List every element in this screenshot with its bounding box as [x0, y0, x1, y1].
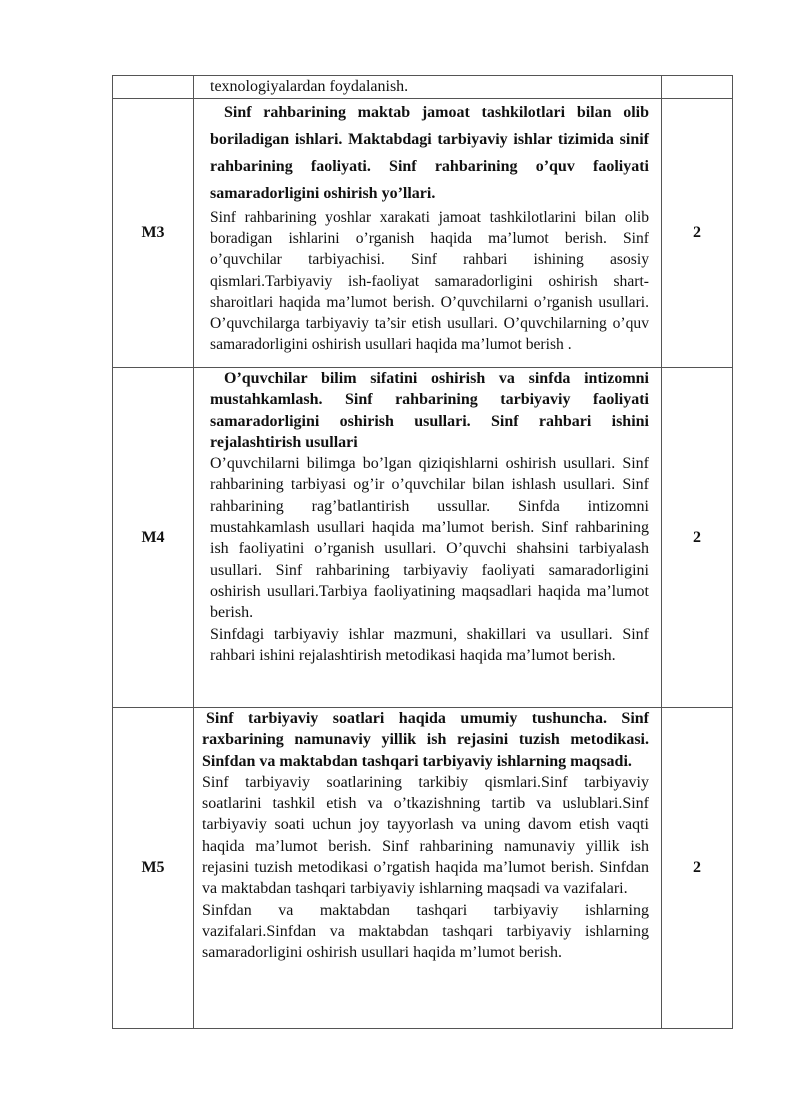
description-cell [194, 76, 662, 99]
description-cell [194, 99, 662, 368]
module-code-cell: M4 [113, 368, 194, 708]
curriculum-table [112, 75, 733, 1029]
hours-cell [662, 76, 733, 99]
topic-heading: O’quvchilar bilim sifatini oshirish va sinfda intizomni mustahkamlash. Sinf rahbarining tarbiyaviy faoliyati samaradorligini oshirish usullari. Sinf rahbari ishini rejalashtirish usullari [210, 370, 649, 451]
module-code-cell: M5 [113, 708, 194, 1029]
description-paragraph: O’quvchilarni bilimga bo’lgan qiziqishlarni oshirish usullari. Sinf rahbarining tarbiyasi og’ir o’quvchilar bilan ishlash usullari. Sinf rahbarining rag’batlantirish ussullar. Sinfda intizomni mustahkamlash usullari haqida ma’lumot berish. Sinf rahbarining ish faoliyatini o’rganish usullari. O’quvchi shahsini tarbiyalash usullari. Sinf rahbarining tarbiyaviy faoliyati samaradorligini oshirish usullari.Tarbiya faoliyatining maqsadlari haqida ma’lumot berish. [210, 455, 649, 622]
topic-heading: Sinf rahbarining maktab jamoat tashkilotlari bilan olib boriladigan ishlari. Maktabdagi tarbiyaviy ishlar tizimida sinif rahbarining faoliyati. Sinf rahbarining o’quv faoliyati samaradorligini oshirish yo’llari. [210, 104, 649, 202]
description-paragraph: texnologiyalardan foydalanish. [210, 78, 409, 95]
module-code-cell [113, 76, 194, 99]
table-row [113, 99, 733, 368]
description-paragraph: Sinf rahbarining yoshlar xarakati jamoat tashkilotlarini bilan olib boradigan ishlarini o’rganish haqida ma’lumot berish. Sinf o’quvchilar tarbiyachisi. Sinf rahbari ishining asosiy qismlari.Tarbiyaviy ish-faoliyat samaradorligini oshirish shart- sharoitlari haqida ma’lumot berish. O’quvchilarni o’rganish usullari. O’quvchilarga tarbiyaviy ta’sir etish usullari. O’quvchilarning o’quv samaradorligini oshirish usullari haqida ma’lumot berish . [210, 209, 649, 354]
table-row [113, 368, 733, 708]
table-row [113, 76, 733, 99]
description-paragraph: Sinf tarbiyaviy soatlarining tarkibiy qismlari.Sinf tarbiyaviy soatlarini tashkil etish va o’tkazishning tartib va uslublari.Sinf tarbiyaviy soati uchun joy tayyorlash va uning davom etish vaqti haqida ma’lumot berish. Sinf rahbarining namunaviy yillik ish rejasini tuzish metodikasi o’rgatish haqida ma’lumot berish. Sinfdan va maktabdan tashqari tarbiyaviy ishlarning maqsadi va vazifalari. [202, 773, 649, 898]
description-paragraph: Sinfdan va maktabdan tashqari tarbiyaviy ishlarning vazifalari.Sinfdan va maktabdan tashqari tarbiyaviy ishlarning samaradorligini oshirish usullari haqida m’lumot berish. [202, 901, 649, 962]
module-code-cell: M3 [113, 99, 194, 368]
hours-cell: 2 [662, 708, 733, 1029]
hours-cell: 2 [662, 368, 733, 708]
description-cell [194, 708, 662, 1029]
table-row [113, 708, 733, 1029]
description-cell [194, 368, 662, 708]
description-paragraph: Sinfdagi tarbiyaviy ishlar mazmuni, shakillari va usullari. Sinf rahbari ishini rejalashtirish metodikasi haqida ma’lumot berish. [210, 625, 649, 664]
hours-cell: 2 [662, 99, 733, 368]
topic-heading: Sinf tarbiyaviy soatlari haqida umumiy tushuncha. Sinf raxbarining namunaviy yillik ish rejasini tuzish metodikasi. Sinfdan va maktabdan tashqari tarbiyaviy ishlarning maqsadi. [202, 710, 649, 770]
